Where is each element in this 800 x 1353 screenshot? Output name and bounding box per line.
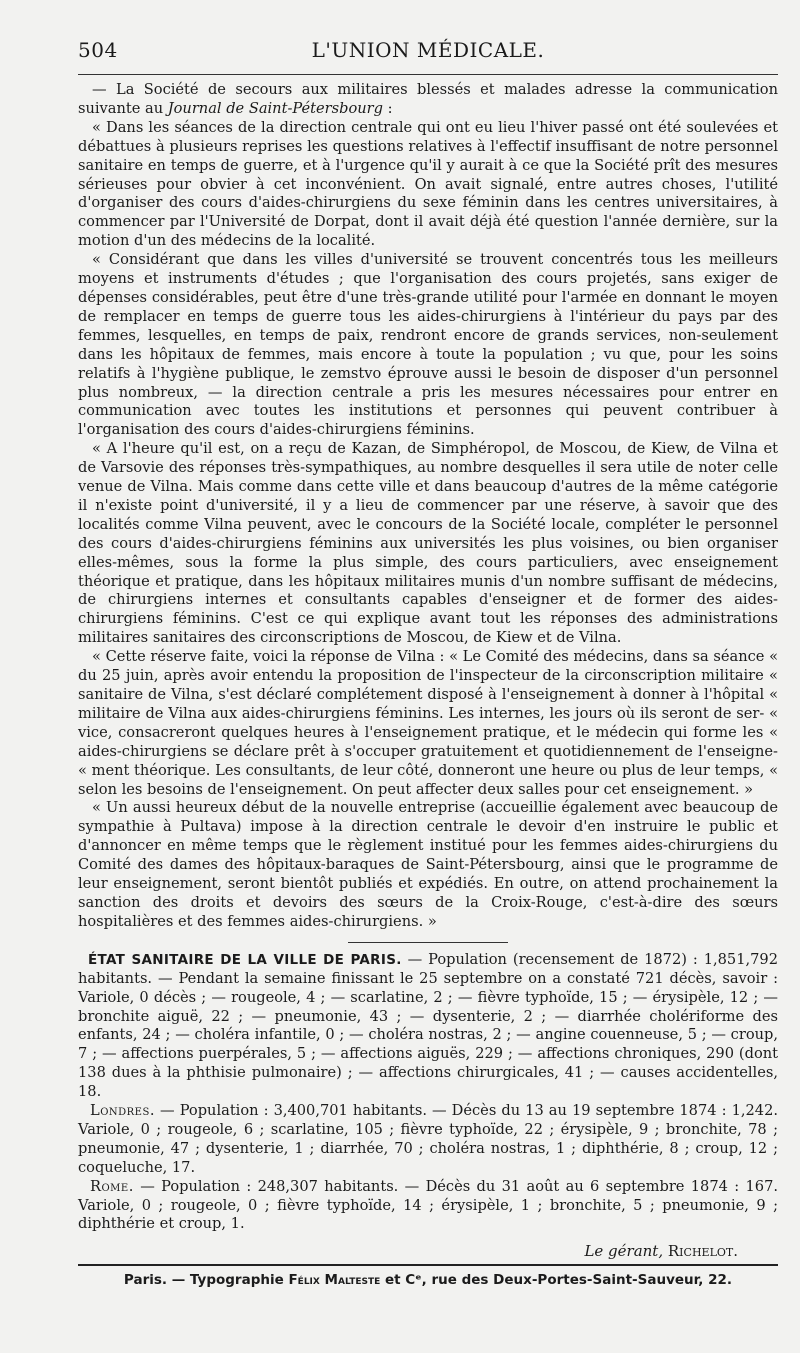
article-intro — [78, 81, 778, 119]
section-separator — [348, 942, 508, 943]
signature — [78, 1242, 778, 1260]
header-rule — [78, 74, 778, 75]
signature-role: Le gérant, — [584, 1242, 664, 1261]
signature-name: Richelot. — [667, 1242, 738, 1261]
intro-lead: — La Société de secours aux militaires blessés et malades adresse la communication suivante au — [78, 81, 778, 117]
article-paragraph-3: « A l'heure qu'il est, on a reçu de Kazan, de Simphéropol, de Moscou, de Kiew, de Vilna et de Varsovie des réponses très-sympathiques, au nombre desquelles il sera utile de noter celle venue de Vilna. Mais comme dans cette ville et dans beaucoup d'autres de la même catégorie il n'existe point d'université, il y a lieu de commencer par une réserve, à savoir que des localités comme Vilna peuvent, avec le concours de la Société locale, compléter le personnel des cours d'aides-chirurgiens féminins aux universités les plus voisines, ou bien organiser elles-mêmes, sous la forme la plus simple, des cours particuliers, avec enseignement théorique et pratique, dans les hôpitaux militaires munis d'un nombre suffisant de médecins, de chirurgiens internes et consultants capables d'enseigner et de former des aides-chirurgiens féminins. C'est ce qui explique avant tout les réponses des administrations militaires sanitaires des circonscriptions de Moscou, de Kiew et de Vilna. — [78, 440, 778, 647]
journal-title: L'UNION MÉDICALE. — [311, 38, 545, 62]
imprint-printer: Félix Malteste — [288, 1272, 381, 1289]
intro-journal-name: Journal de Saint-Pétersbourg — [167, 99, 383, 117]
article-paragraph-2: « Considérant que dans les villes d'université se trouvent concentrés tous les meilleurs moyens et instruments d'études ; que l'organisation des cours projetés, sans exiger de dépenses considérables, peut être d'une très-grande utilité pour l'armée en donnant le moyen de remplacer en temps de guerre tous les aides-chirurgiens à l'intérieur du pays par des femmes, lesquelles, en temps de paix, rendront encore de grands services, non-seulement dans les hôpitaux de femmes, mais encore à toute la population ; vu que, pour les soins relatifs à l'hygiène publique, le zemstvo éprouve aussi le besoin de disposer d'un personnel plus nombreux, — la direction centrale a pris les mesures nécessaires pour entrer en communication avec toutes les institutions et personnes qui peuvent contribuer à l'organisation des cours d'aides-chirurgiens féminins. — [78, 251, 778, 439]
imprint-after: et Cᵉ, rue des Deux-Portes-Saint-Sauveur, 22. — [380, 1272, 733, 1289]
paris-heading: ÉTAT SANITAIRE DE LA VILLE DE PARIS. — [88, 951, 402, 968]
paris-text: — Population (recensement de 1872) : 1,851,792 habitants. — Pendant la semaine finissant le 25 septembre on a constaté 721 décès, savoir : Variole, 0 décès ; — rougeole, 4 ; — scarlatine, 2 ; — fièvre typhoïde, 15 ; — érysipèle, 12 ; — bronchite aiguë, 22 ; — pneumonie, 43 ; — dysenterie, 2 ; — diarrhée cholériforme des enfants, 24 ; — choléra infantile, 0 ; — choléra nostras, 2 ; — angine couenneuse, 5 ; — croup, 7 ; — affections puerpérales, 5 ; — affections aiguës, 229 ; — affections chroniques, 290 (dont 138 dues à la phthisie pulmonaire) ; — affections chirurgicales, 41 ; — causes accidentelles, 18. — [78, 950, 778, 1101]
london-heading: Londres. — [90, 1102, 155, 1120]
footer-rule — [78, 1264, 778, 1266]
paris-report — [78, 951, 778, 1102]
rome-text: — Population : 248,307 habitants. — Décès du 31 août au 6 septembre 1874 : 167. Variole, 0 ; rougeole, 0 ; fièvre typhoïde, 14 ; érysipèle, 1 ; bronchite, 5 ; pneumonie, 9 ; diphthérie et croup, 1. — [78, 1177, 778, 1233]
printer-imprint — [78, 1272, 778, 1288]
running-head — [78, 38, 778, 72]
article-paragraph-1: « Dans les séances de la direction centrale qui ont eu lieu l'hiver passé ont été soulevées et débattues à plusieurs reprises les questions relatives à l'effectif insuffisant de notre personnel sanitaire en temps de guerre, et à l'urgence qu'il y aurait à ce que la Société prît des mesures sérieuses pour obvier à cet inconvénient. On avait signalé, entre autres choses, l'utilité d'organiser des cours d'aides-chirurgiens du sexe féminin dans les centres universitaires, à commencer par l'Université de Dorpat, dont il avait déjà été question l'année dernière, sur la motion d'un des médecins de la localité. — [78, 118, 778, 250]
intro-tail: : — [383, 99, 393, 117]
imprint-before: Paris. — Typographie — [123, 1272, 289, 1289]
sanitary-statistics — [78, 951, 778, 1235]
rome-heading: Rome. — [90, 1177, 134, 1195]
page-number: 504 — [78, 38, 118, 62]
london-text: — Population : 3,400,701 habitants. — Décès du 13 au 19 septembre 1874 : 1,242. Variole, 0 ; rougeole, 6 ; scarlatine, 105 ; fièvre typhoïde, 22 ; érysipèle, 9 ; bronchite, 78 ; pneumonie, 47 ; dysenterie, 1 ; diarrhée, 70 ; choléra nostras, 1 ; diphthérie, 8 ; croup, 12 ; coqueluche, 17. — [78, 1102, 778, 1176]
rome-report — [78, 1178, 778, 1235]
article-body — [78, 81, 778, 932]
london-report — [78, 1102, 778, 1178]
article-paragraph-4: « Cette réserve faite, voici la réponse de Vilna : « Le Comité des médecins, dans sa séance « du 25 juin, après avoir entendu la proposition de l'inspecteur de la circonscription militaire « sanitaire de Vilna, s'est déclaré complétement disposé à l'enseignement à donner à l'hôpital « militaire de Vilna aux aides-chirurgiens féminins. Les internes, les jours où ils seront de ser- « vice, consacreront quelques heures à l'enseignement pratique, et le médecin qui forme les « aides-chirurgiens se déclare prêt à s'occuper gratuitement et quotidiennement de l'enseigne- « ment théorique. Les consultants, de leur côté, donneront une heure ou plus de leur temps, « selon les besoins de l'enseignement. On peut affecter deux salles pour cet enseignement. » — [78, 648, 778, 798]
article-paragraph-5: « Un aussi heureux début de la nouvelle entreprise (accueillie également avec beaucoup de sympathie à Pultava) impose à la direction centrale le devoir d'en instruire le public et d'annoncer en même temps que le règlement institué pour les femmes aides-chirurgiens du Comité des dames des hôpitaux-baraques de Saint-Pétersbourg, ainsi que le programme de leur enseignement, seront bientôt publiés et expédiés. En outre, on attend prochainement la sanction des droits et devoirs des sœurs de la Croix-Rouge, c'est-à-dire des sœurs hospitalières et des femmes aides-chirurgiens. » — [78, 799, 778, 930]
